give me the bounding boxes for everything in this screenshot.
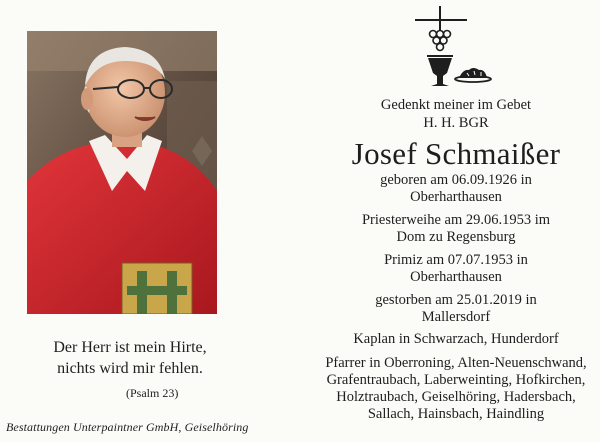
psalm-quote [20, 337, 240, 379]
deceased-name: Josef Schmaißer [351, 136, 561, 171]
remember-line: Gedenkt meiner im Gebet [380, 97, 532, 113]
psalm-reference: (Psalm 23) [126, 386, 179, 400]
portrait-photo [27, 31, 217, 314]
ordination-line-2: Dom zu Regensburg [396, 229, 516, 245]
quote-line-1: Der Herr ist mein Hirte, [53, 339, 207, 356]
cross-chalice-grapes-bread-icon [411, 6, 493, 90]
ordination-line-1: Priesterweihe am 29.06.1953 im [361, 212, 551, 228]
pastor-line-2: Grafentraubach, Laberweinting, Hofkirchen, [326, 372, 586, 388]
chaplain-line: Kaplan in Schwarzach, Hunderdorf [353, 331, 559, 347]
title-line: H. H. BGR [423, 115, 489, 131]
born-line-1: geboren am 06.09.1926 in [380, 172, 532, 188]
died-line-2: Mallersdorf [421, 309, 491, 325]
pastor-line-3: Holztraubach, Geiselhöring, Hadersbach, [336, 389, 576, 405]
quote-line-2: nichts wird mir fehlen. [57, 360, 203, 377]
first-mass-line-1: Primiz am 07.07.1953 in [384, 252, 528, 268]
born-line-2: Oberharthausen [410, 189, 502, 205]
pastor-line-1: Pfarrer in Oberroning, Alten-Neuenschwand, [325, 355, 587, 371]
funeral-home-credit: Bestattungen Unterpaintner GmbH, Geiselhöring [6, 420, 249, 434]
pastor-line-4: Sallach, Hainsbach, Haindling [367, 406, 545, 422]
first-mass-line-2: Oberharthausen [410, 269, 502, 285]
died-line-1: gestorben am 25.01.2019 in [375, 292, 537, 308]
